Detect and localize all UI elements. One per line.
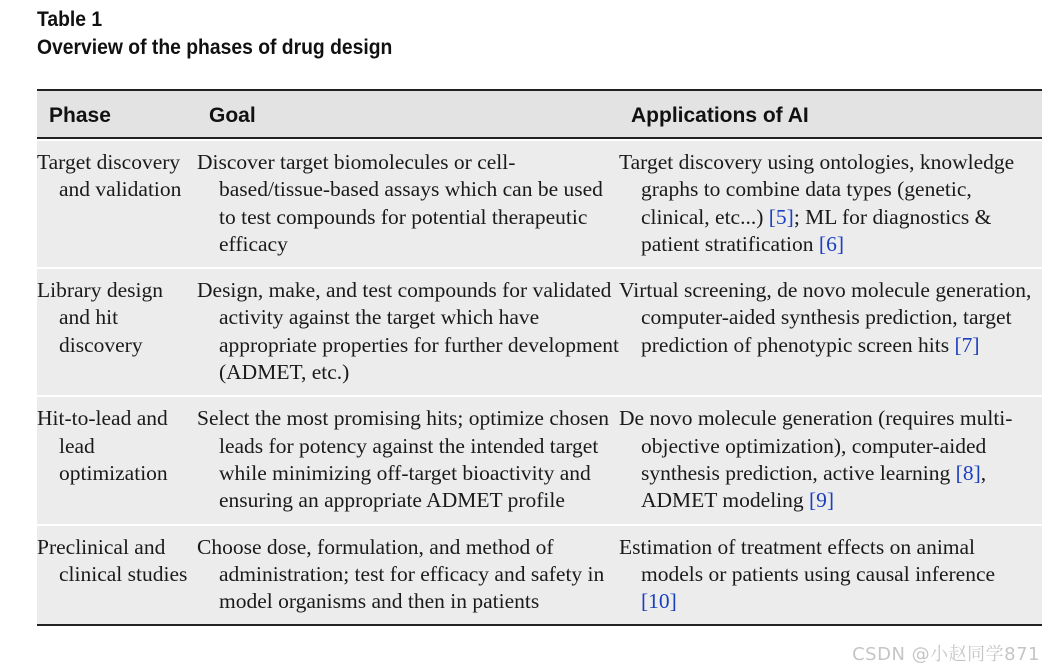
phase-cell: Preclinical and clinical studies xyxy=(37,534,188,586)
phase-cell: Hit-to-lead and lead optimization xyxy=(37,406,168,485)
ai-text: Estimation of treatment effects on animal models or patients using causal inference xyxy=(619,534,996,586)
citation-link[interactable]: [10] xyxy=(641,589,677,614)
phase-cell: Target discovery and validation xyxy=(37,150,182,202)
table-row xyxy=(37,395,1042,523)
header-goal: Goal xyxy=(209,104,256,127)
table-title: Overview of the phases of drug design xyxy=(37,36,393,59)
ai-text: De novo molecule generation (requires multi-objective optimization), computer-aided synthesis prediction, active learning xyxy=(619,406,1013,485)
ai-text: ; ML for diagnostics & patient stratification xyxy=(641,204,992,256)
citation-link[interactable]: [5] xyxy=(768,204,794,229)
citation-link[interactable]: [9] xyxy=(809,488,835,513)
citation-link[interactable]: [6] xyxy=(818,231,844,256)
citation-link[interactable]: [8] xyxy=(955,460,981,485)
table-header-row xyxy=(37,91,1042,139)
table-row xyxy=(37,267,1042,395)
ai-cell xyxy=(619,269,1042,395)
csdn-watermark: CSDN @小赵同学871 xyxy=(852,644,1040,665)
header-phase: Phase xyxy=(49,104,111,127)
citation-link[interactable]: [7] xyxy=(954,332,980,357)
goal-cell: Choose dose, formulation, and method of administration; test for efficacy and safety in model organisms and then in patients xyxy=(197,534,605,614)
ai-text: Virtual screening, de novo molecule generation, computer-aided synthesis prediction, target prediction of phenotypic screen hits xyxy=(619,278,1032,357)
drug-design-phases-table xyxy=(37,89,1042,626)
header-applications-of-ai: Applications of AI xyxy=(631,104,809,127)
goal-cell: Design, make, and test compounds for validated activity against the target which have appropriate properties for further development (ADMET, etc.) xyxy=(197,278,619,385)
ai-cell xyxy=(619,397,1042,523)
phase-cell: Library design and hit discovery xyxy=(37,278,163,357)
ai-text: , ADMET modeling xyxy=(641,460,987,513)
table-row xyxy=(37,139,1042,267)
ai-cell xyxy=(619,526,1042,625)
goal-cell: Discover target biomolecules or cell-based/tissue-based assays which can be used to test compounds for potential therapeutic efficacy xyxy=(197,150,603,256)
table-caption xyxy=(37,6,392,62)
ai-cell xyxy=(619,141,1042,267)
table-label: Table 1 xyxy=(37,8,103,31)
table-row xyxy=(37,524,1042,625)
ai-text: Target discovery using ontologies, knowledge graphs to combine data types (genetic, clinical, etc...) xyxy=(619,150,1015,229)
goal-cell: Select the most promising hits; optimize chosen leads for potency against the intended target while minimizing off-target bioactivity and ensuring an appropriate ADMET profile xyxy=(197,406,610,513)
